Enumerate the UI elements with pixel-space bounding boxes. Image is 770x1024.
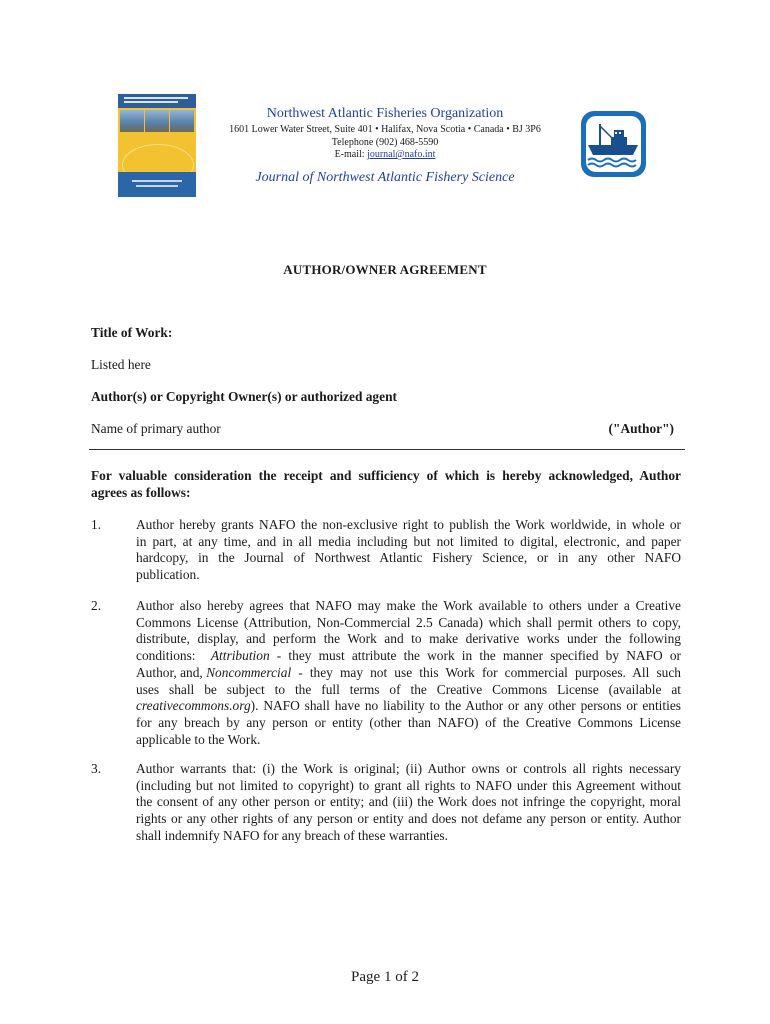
clause-line: Author warrants that: (i) the Work is original; (ii) Author owns or controls all rights necessary [136, 761, 681, 776]
title-of-work-label: Title of Work: [91, 325, 173, 340]
title-of-work-value: Listed here [91, 357, 151, 372]
clause-line: distribute, display, and perform the Work and to make derivative works under the following [136, 631, 681, 647]
clause-line: uses shall be subject to the full terms of the Creative Commons License (available at [136, 681, 681, 697]
creative-commons-link: creativecommons.org [136, 698, 251, 714]
clause-line: shall indemnify NAFO for any breach of these warranties. [136, 827, 448, 843]
clause-line: the consent of any other person or entity; and (iii) the Work does not infringe the copyright, moral [136, 794, 681, 810]
email-line [200, 149, 570, 162]
clause-3-text [136, 761, 681, 845]
clause-line [136, 648, 681, 665]
clause-line: hardcopy, in the Journal of Northwest Atlantic Fishery Science, or in any other NAFO [136, 550, 681, 566]
clause-line: rights or any other rights of any person or entity and does not defame any person or entity. Author [136, 811, 681, 827]
clause-text: - they must attribute the work in the manner specified by NAFO or [269, 648, 681, 664]
journal-name: Journal of Northwest Atlantic Fishery Science [255, 170, 515, 185]
clause-line: Author also hereby agrees that NAFO may make the Work available to others under a Creative [136, 598, 681, 613]
clause-line: applicable to the Work. [136, 731, 261, 747]
email-link[interactable]: journal@nafo.int [367, 149, 436, 160]
clause-1-text [136, 517, 681, 584]
telephone: Telephone (902) 468-5590 [331, 136, 439, 148]
clause-line [136, 698, 681, 715]
author-tag: ("Author") [608, 421, 674, 436]
consideration-line: agrees as follows: [91, 484, 191, 500]
clause-number: 1. [91, 517, 102, 532]
clause-line [136, 665, 681, 682]
clause-text: - they may not use this Work for commercial purposes. All such [291, 664, 681, 680]
clause-line: (including but not limited to copyright) to grant all rights to NAFO under this Agreement without [136, 777, 681, 793]
clause-2-text [136, 598, 681, 748]
attribution-term: Attribution [210, 648, 270, 664]
organization-name: Northwest Atlantic Fisheries Organization [266, 106, 504, 121]
clause-number: 3. [91, 761, 102, 776]
author-section-label: Author(s) or Copyright Owner(s) or authorized agent [91, 389, 397, 404]
agreement-title: AUTHOR/OWNER AGREEMENT [283, 262, 487, 277]
nafo-ship-logo-icon [580, 110, 647, 178]
journal-cover-image [118, 94, 196, 197]
clause-line: for any breach by any person or entity (other than NAFO) of the Creative Commons License [136, 714, 681, 730]
clause-line: Author hereby grants NAFO the non-exclusive right to publish the Work worldwide, in whole or [136, 517, 681, 532]
clause-text: ). NAFO shall have no liability to the Author or any other persons or entities [250, 698, 681, 714]
clause-line: in part, at any time, and in all media including but not limited to digital, electronic, and paper [136, 533, 681, 549]
clause-line: publication. [136, 567, 200, 583]
address-line: 1601 Lower Water Street, Suite 401 • Halifax, Nova Scotia • Canada • BJ 3P6 [229, 124, 541, 135]
organization-address [200, 124, 570, 162]
noncommercial-term: Noncommercial [206, 664, 292, 680]
clause-text: Author, and, [136, 664, 207, 680]
page-number: Page 1 of 2 [351, 969, 419, 985]
clause-number: 2. [91, 598, 102, 613]
author-divider [89, 449, 685, 450]
primary-author-name: Name of primary author [91, 421, 221, 436]
clause-line: Commons License (Attribution, Non-Commercial 2.5 Canada) which shall permit others to copy, [136, 614, 681, 630]
clause-text: conditions: [136, 648, 199, 664]
email-label: E-mail: [334, 149, 368, 160]
consideration-statement [91, 468, 681, 501]
consideration-line: For valuable consideration the receipt and sufficiency of which is hereby acknowledged, Author [91, 468, 681, 483]
